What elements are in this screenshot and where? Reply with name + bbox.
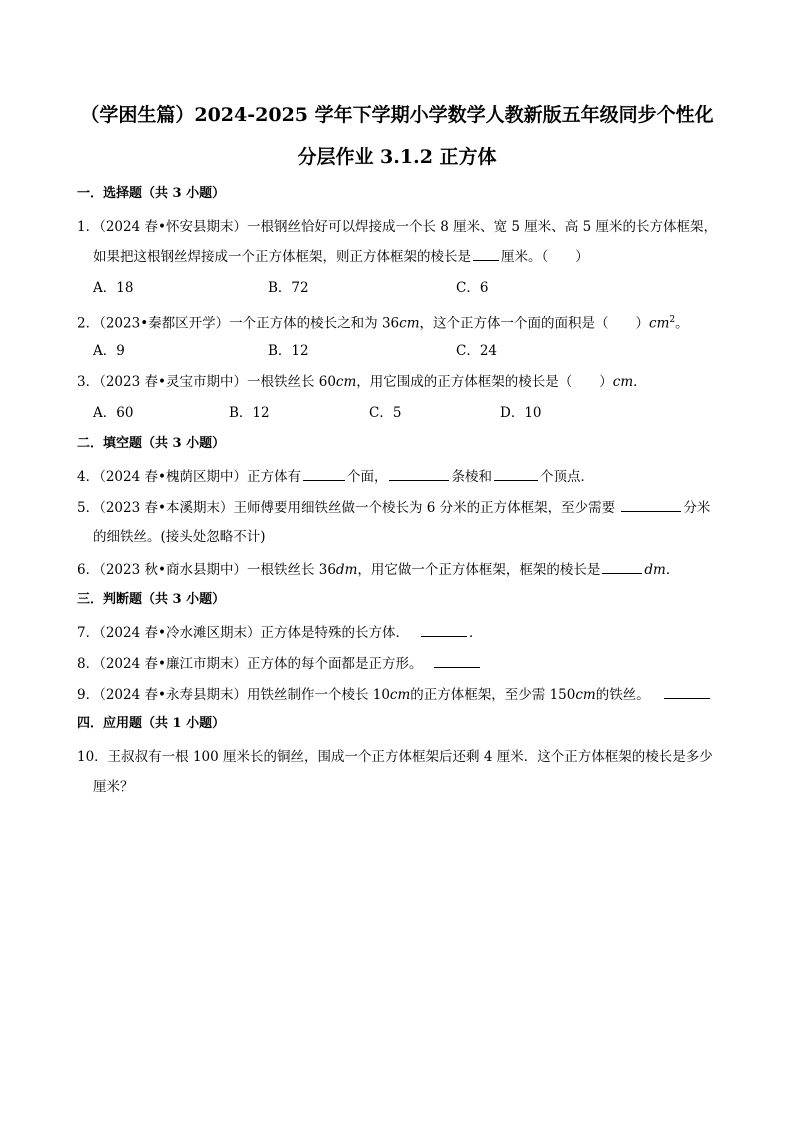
question-1-option-b[interactable]: B．72 [268,280,309,296]
question-3-end: ． [633,374,647,390]
answer-blank[interactable] [389,467,449,481]
question-3-option-a[interactable]: A．60 [93,405,134,421]
unit-cm: cm [335,374,357,390]
section-heading-choice: 一．选择题（共 3 小题） [77,186,226,201]
question-2-option-b[interactable]: B．12 [268,343,309,359]
question-9-line1 [77,685,712,704]
document-title-line1: （学困生篇）2024-2025 学年下学期小学数学人教新版五年级同步个性化 [80,104,714,126]
section-heading-judge: 三．判断题（共 3 小题） [77,592,226,607]
question-5-text: 5．（2023 春•本溪期末）王师傅要用细铁丝做一个棱长为 6 分米的正方体框架，至少需要 [77,500,620,516]
answer-blank[interactable] [621,498,681,512]
question-2-option-c[interactable]: C．24 [456,343,498,359]
question-2-text: 2．（2023•秦都区开学）一个正方体的棱长之和为 36 [77,315,400,332]
question-6-mid: ，用它做一个正方体框架，框架的棱长是 [357,562,601,578]
unit-cm: cm [649,315,670,332]
question-6-end: ． [665,562,680,578]
question-9-text: 9．（2024 春•永寿县期末）用铁丝制作一个棱长 10 [77,687,390,703]
question-10-line2: 厘米？ [93,779,134,795]
question-2-line1 [77,311,689,333]
unit-dm: dm [644,562,666,578]
unit-cm: cm [399,315,420,332]
question-1-option-a[interactable]: A．18 [93,280,134,296]
unit-cm: cm [575,687,596,703]
section-heading-fill: 二．填空题（共 3 小题） [77,436,226,451]
question-4-text-c: 条棱和 [451,469,492,485]
question-6-text: 6．（2023 秋•商水县期中）一根铁丝长 36 [77,562,336,578]
question-1-tail: 厘米。（ ） [501,249,589,265]
question-7-line1 [77,623,482,642]
question-2-mid: ，这个正方体一个面的面积是（ ） [419,315,650,332]
question-4-line1 [77,467,594,486]
question-10-line1: 10．王叔叔有一根 100 厘米长的铜丝，围成一个正方体框架后还剩 4 厘米．这个正方体框架的棱长是多少 [77,749,713,765]
question-1-line2 [93,247,589,266]
question-6-line1 [77,560,679,579]
question-1-line1: 1．（2024 春•怀安县期末）一根钢丝恰好可以焊接成一个长 8 厘米、宽 5 厘米、高 5 厘米的长方体框架， [77,219,717,235]
question-4-text-d: 个顶点． [539,469,594,485]
question-1-text: 如果把这根钢丝焊接成一个正方体框架，则正方体框架的棱长是 [93,249,471,265]
answer-blank[interactable] [664,685,710,699]
question-8-text: 8．（2024 春•廉江市期末）正方体的每个面都是正方形。 [77,656,423,672]
section-heading-application: 四．应用题（共 1 小题） [77,716,226,731]
answer-blank[interactable] [421,623,467,637]
question-3-option-c[interactable]: C．5 [369,405,402,421]
question-4-text-b: 个面， [346,469,388,485]
question-5-text-b: 分米 [683,500,711,516]
question-7-text: 7．（2024 春•冷水滩区期末）正方体是特殊的长方体． [77,625,409,641]
superscript: 2 [669,315,676,325]
answer-blank[interactable] [473,247,499,261]
question-3-mid: ，用它围成的正方体框架的棱长是（ ） [356,374,613,390]
question-7-end: ． [468,625,483,641]
question-8-line1 [77,654,482,673]
question-3-option-d[interactable]: D．10 [500,405,542,421]
answer-blank[interactable] [494,467,538,481]
question-2-end: 。 [675,315,689,332]
question-3-line1 [77,373,647,391]
question-5-line1 [77,498,710,517]
question-1-option-c[interactable]: C．6 [456,280,489,296]
unit-cm: cm [612,374,634,390]
question-2-option-a[interactable]: A．9 [93,343,125,359]
question-3-text: 3．（2023 春•灵宝市期中）一根铁丝长 60 [77,374,336,390]
answer-blank[interactable] [434,654,480,668]
answer-blank[interactable] [602,560,642,574]
answer-blank[interactable] [303,467,345,481]
unit-cm: cm [389,687,411,703]
question-5-line2: 的细铁丝。(接头处忽略不计) [93,529,266,545]
question-9-mid: 的正方体框架，至少需 150 [410,687,576,703]
question-4-text: 4．（2024 春•槐荫区期中）正方体有 [77,469,301,485]
question-3-option-b[interactable]: B．12 [229,405,270,421]
document-title-line2: 分层作业 3.1.2 正方体 [297,146,497,168]
unit-dm: dm [335,562,358,578]
question-9-end: 的铁丝。 [595,687,650,703]
